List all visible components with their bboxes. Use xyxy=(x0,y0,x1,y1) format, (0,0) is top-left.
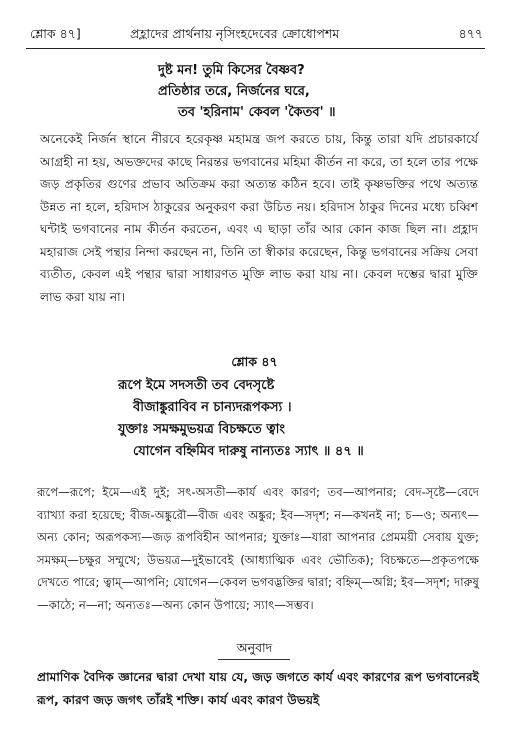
translation-label-underline xyxy=(218,659,290,660)
chapter-title: প্রহ্লাদের প্রার্থনায় নৃসিংহদেবের ক্রোধোপশম xyxy=(130,26,340,41)
verse-line-4: যোগেন বহ্নিমিব দারুষু নান্যতঃ স্যাৎ ॥ ৪৭ ॥ xyxy=(133,444,364,459)
quote-line-1: দুষ্ট মন! তুমি কিসের বৈষ্ণব? xyxy=(158,63,305,78)
verse-line-3: যুক্তাঃ সমক্ষমুভয়ত্র বিচক্ষতে ত্বাং xyxy=(118,422,285,437)
translation-paragraph: প্রামাণিক বৈদিক জ্ঞানের দ্বারা দেখা যায় যে, জড় জগতে কার্য এবং কারণের রূপ ভগবানেরই রূপ, কারণ জড় জগৎ তাঁরই শক্তি। কার্য এবং কারণ উভয়ই xyxy=(37,670,479,707)
quote-line-3: তব 'হরিনাম' কেবল 'কৈতব' ॥ xyxy=(178,105,336,120)
header-rule xyxy=(26,48,485,49)
synonyms-paragraph: রূপে—রূপে; ইমে—এই দুই; সৎ-অসতী—কার্য এবং কারণ; তব—আপনার; বেদ-সৃষ্টে—বেদে ব্যাখ্যা করা হয়েছে; বীজ-অঙ্কুরৌ—বীজ এবং অঙ্কুর; ইব—সদৃশ; ন—কখনই না; চ—ও; অন্যৎ—অন্য কোন; অরূপকস্য—জড় রূপবিহীন আপনার; যুক্তাঃ—যারা আপনার প্রেমময়ী সেবায় যুক্ত; সমক্ষম্—চক্ষুর সম্মুখে; উভয়ত্র—দুইভাবেই (আধ্যাত্মিক এবং ভৌতিক); বিচক্ষতে—প্রকৃতপক্ষে দেখতে পারে; ত্বাম্—আপনি; যোগেন—কেবল ভগবদ্ভক্তির দ্বারা; বহ্নিম্—অগ্নি; ইব—সদৃশ; দারুষু—কাঠে; ন—না; অন্যতঃ—অন্য কোন উপায়ে; স্যাৎ—সম্ভব। xyxy=(37,485,479,612)
verse-label: শ্লোক ৪৭ xyxy=(231,354,278,369)
page-header xyxy=(30,26,483,46)
verse-line-2: বীজাঙ্কুরাবিব ন চান্যদরূপকস্য । xyxy=(133,400,292,415)
quote-line-2: প্রতিষ্ঠার তরে, নির্জনের ঘরে, xyxy=(158,84,310,99)
page-number: ৪৭৭ xyxy=(458,26,483,41)
verse-reference: শ্লোক ৪৭] xyxy=(30,26,81,41)
purport-paragraph: অনেকেই নির্জন স্থানে নীরবে হরেকৃষ্ণ মহামন্ত্র জপ করতে চায়, কিন্তু তারা যদি প্রচারকার্যে আগ্রহী না হয়, অভক্তদের কাছে নিরন্তর ভগবানের মহিমা কীর্তন না করে, তা হলে তার পক্ষে জড় প্রকৃতির গুণের প্রভাব অতিক্রম করা অত্যন্ত কঠিন হবে। তাই কৃষ্ণভক্তির পথে অত্যন্ত উন্নত না হলে, হরিদাস ঠাকুরের অনুকরণ করা উচিত নয়। হরিদাস ঠাকুর দিনের মধ্যে চব্বিশ ঘন্টাই ভগবানের নাম কীর্তন করতেন, এবং এ ছাড়া তাঁর আর কোন কাজ ছিল না। প্রহ্লাদ মহারাজ সেই পন্থার নিন্দা করছেন না, তিনি তা স্বীকার করেছেন, কিন্তু ভগবানের সক্রিয় সেবা ব্যতীত, কেবল এই পন্থার দ্বারা সাধারণত মুক্তি লাভ করা যায় না। কেবল দম্ভের দ্বারা মুক্তি লাভ করা যায় না। xyxy=(40,132,478,304)
verse-line-1: রূপে ইমে সদসতী তব বেদসৃষ্টে xyxy=(118,378,275,393)
translation-label: অনুবাদ xyxy=(236,640,273,655)
